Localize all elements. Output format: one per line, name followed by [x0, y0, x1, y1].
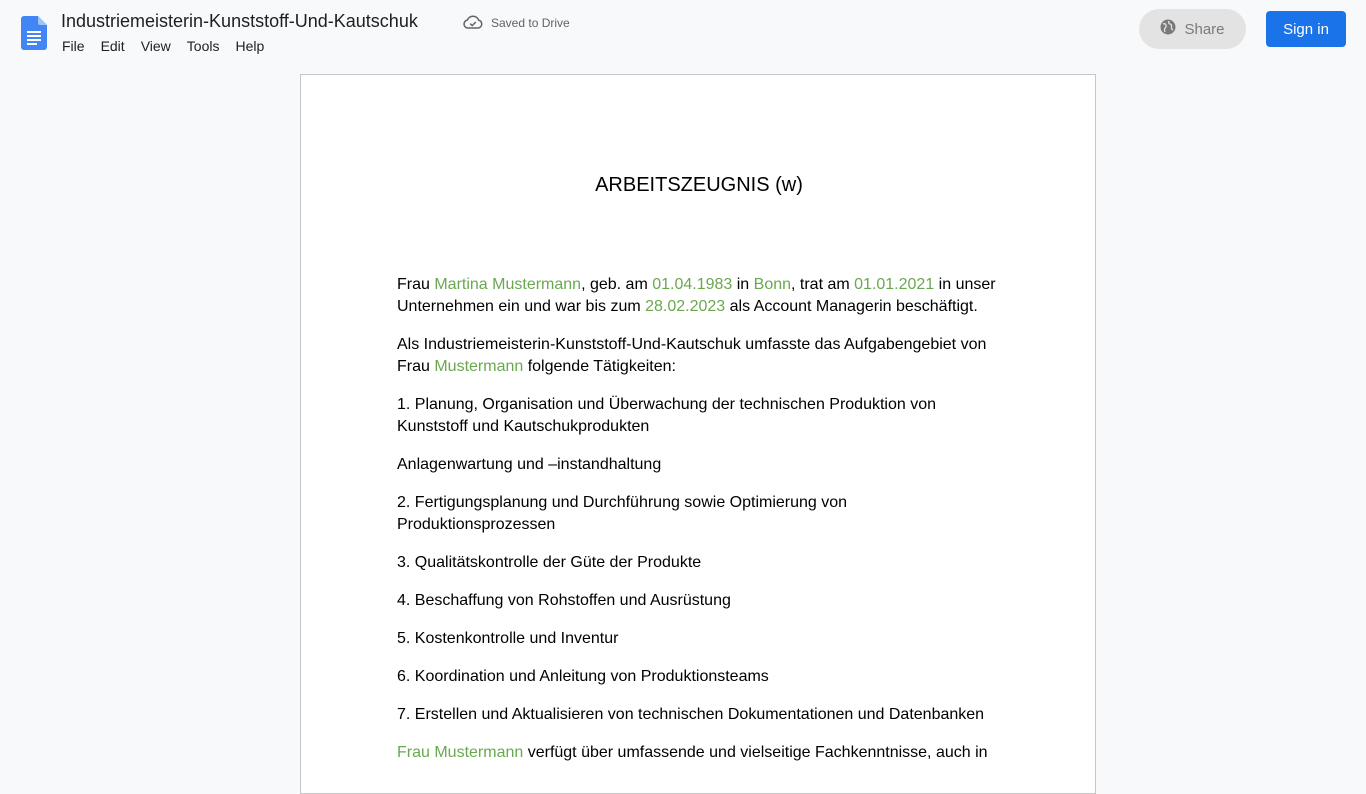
task-item: 5. Kostenkontrolle und Inventur [397, 630, 619, 647]
field-end-date: 28.02.2023 [645, 298, 726, 315]
text-run: , geb. am [581, 276, 653, 293]
menu-help[interactable]: Help [235, 38, 265, 54]
field-surname: Mustermann [434, 358, 524, 375]
menu-view[interactable]: View [140, 38, 171, 54]
text-run: Als Industriemeisterin-Kunststoff-Und-Kautschuk umfasste das Aufgabengebiet von Frau [397, 336, 987, 375]
task-item: 4. Beschaffung von Rohstoffen und Ausrüstung [397, 592, 731, 609]
text-run: in unser Unternehmen ein und war bis zum [397, 276, 996, 315]
menu-tools[interactable]: Tools [186, 38, 220, 54]
menu-file[interactable]: File [62, 38, 85, 54]
field-start-date: 01.01.2021 [854, 276, 935, 293]
cloud-done-icon [463, 15, 483, 32]
paragraph-skills [397, 742, 1007, 764]
save-status-label: Saved to Drive [491, 16, 570, 30]
app-header [0, 0, 1366, 64]
task-item: 7. Erstellen und Aktualisieren von technischen Dokumentationen und Datenbanken [397, 706, 985, 723]
field-birth-date: 01.04.1983 [652, 276, 733, 293]
paragraph-intro [397, 274, 1007, 318]
field-full-name: Martina Mustermann [434, 276, 582, 293]
task-item: Anlagenwartung und –instandhaltung [397, 456, 662, 473]
share-button[interactable] [1139, 9, 1246, 49]
task-item: 6. Koordination und Anleitung von Produktionsteams [397, 668, 769, 685]
field-birth-city: Bonn [753, 276, 792, 293]
document-title[interactable]: Industriemeisterin-Kunststoff-Und-Kautschuk [61, 11, 418, 31]
text-run: als Account Managerin beschäftigt. [725, 298, 978, 315]
menu-bar [54, 36, 272, 56]
task-item: 3. Qualitätskontrolle der Güte der Produkte [397, 554, 702, 571]
save-status[interactable] [463, 13, 570, 33]
text-run: , trat am [791, 276, 855, 293]
task-item: 1. Planung, Organisation und Überwachung der technischen Produktion von Kunststoff und Kautschukprodukten [397, 396, 937, 435]
paragraph-tasks-intro [397, 334, 1007, 378]
text-run: verfügt über umfassende und vielseitige Fachkenntnisse, auch in [523, 744, 988, 761]
document-body [397, 274, 1007, 780]
text-run: Frau [397, 276, 435, 293]
text-run: in [732, 276, 754, 293]
share-label: Share [1184, 20, 1225, 38]
document-page[interactable] [300, 74, 1096, 794]
sign-in-button[interactable]: Sign in [1266, 11, 1346, 47]
docs-logo-icon[interactable] [21, 16, 47, 50]
task-item: 2. Fertigungsplanung und Durchführung sowie Optimierung von Produktionsprozessen [397, 494, 848, 533]
globe-icon [1160, 19, 1176, 39]
field-name: Frau Mustermann [397, 744, 524, 761]
document-heading: ARBEITSZEUGNIS (w) [595, 174, 803, 196]
text-run: folgende Tätigkeiten: [523, 358, 676, 375]
menu-edit[interactable]: Edit [100, 38, 125, 54]
